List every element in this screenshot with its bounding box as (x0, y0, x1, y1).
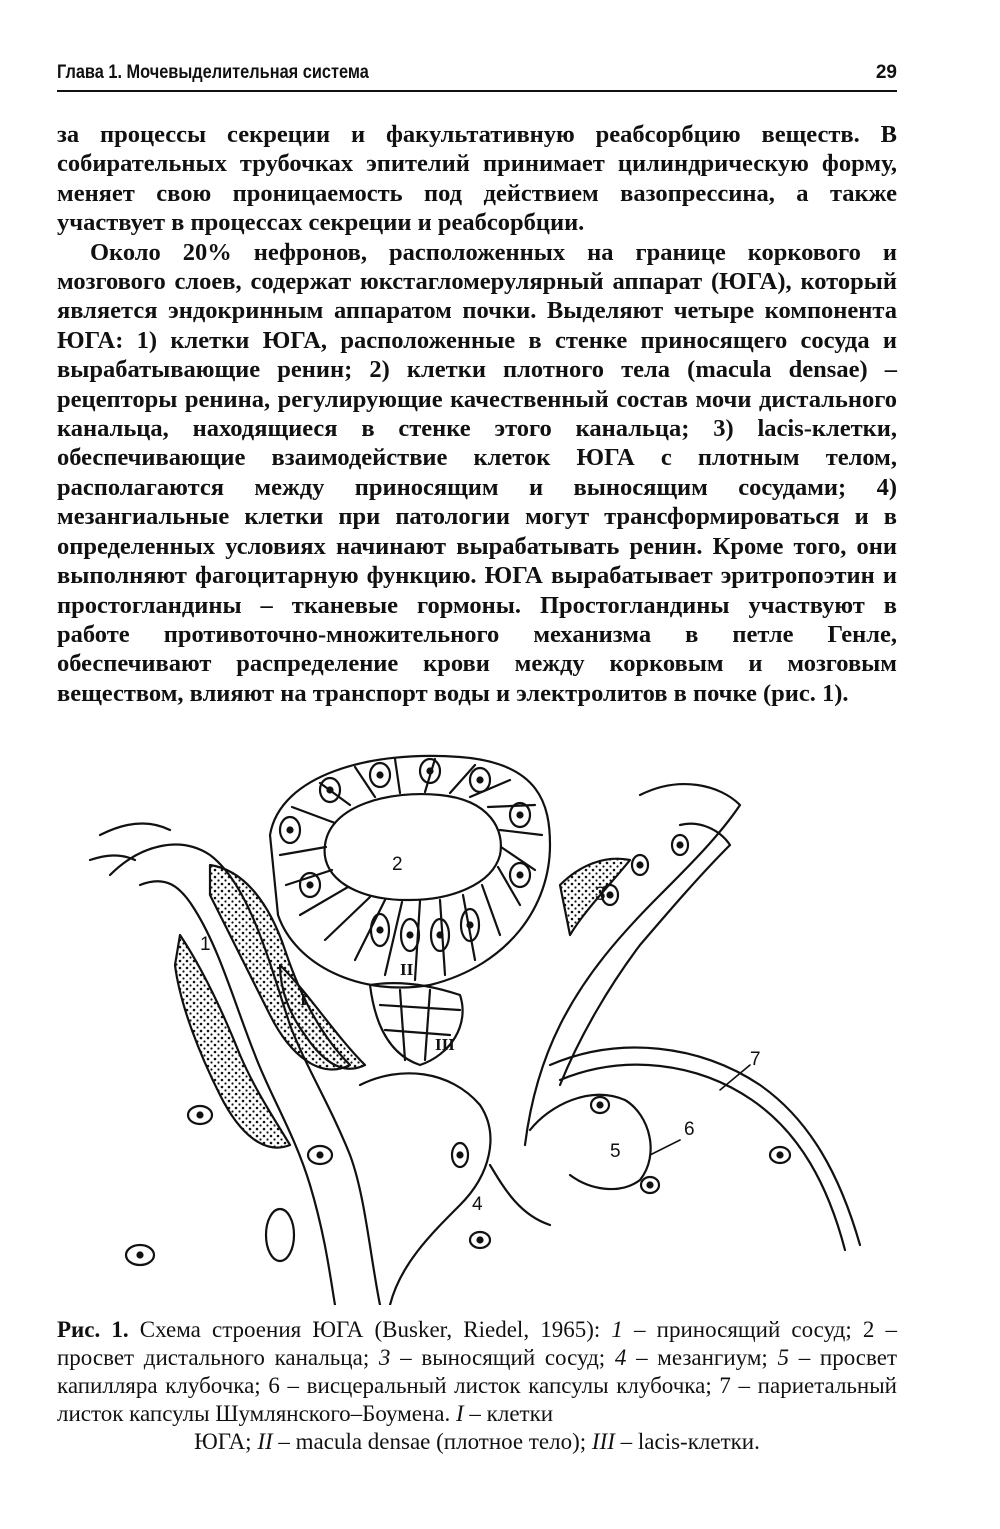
label-4: 4 (472, 1194, 483, 1215)
label-roman-I: I (300, 990, 307, 1009)
label-1: 1 (200, 934, 211, 955)
chapter-title: Глава 1. Мочевыделительная система (57, 62, 369, 83)
efferent-vessel (525, 784, 740, 1145)
glomerular-capillary (530, 1095, 651, 1189)
label-2: 2 (392, 854, 403, 875)
cell-nuclei (126, 759, 790, 1265)
distal-tubule-wall (270, 756, 550, 988)
body-text (57, 120, 897, 708)
running-header (57, 58, 897, 92)
label-5: 5 (610, 1141, 621, 1162)
figure-caption: Рис. 1. Схема строения ЮГА (Busker, Riedel, 1965): 1 – приносящий сосуд; 2 – просвет дистального канальца; 3 – выносящий сосуд; 4 – мезангиум; 5 – просвет капилляра клубочка; 6 – висцеральный листок капсулы клубочка; 7 – париетальный листок капсулы Шумлянского–Боумена. I – клетки ЮГА; II – macula densae (плотное тело); III – lacis-клетки. (57, 1317, 897, 1454)
figure-drawing (80, 735, 880, 1305)
label-7: 7 (750, 1049, 761, 1070)
caption-last-line: ЮГА; II – macula densae (плотное тело); III – lacis-клетки. (194, 1429, 760, 1454)
paragraph-2: Около 20% нефронов, расположенных на границе коркового и мозгового слоев, содержат юкстагломерулярный аппарат (ЮГА), который является эндокринным аппаратом почки. Выделяют четыре компонента ЮГА: 1) клетки ЮГА, расположенные в стенке приносящего сосуда и вырабатывающие ренин; 2) клетки плотного тела (macula densae) – рецепторы ренина, регулирующие качественный состав мочи дистального канальца, находящиеся в стенке этого канальца; 3) lacis-клетки, обеспечивающие взаимодействие клеток ЮГА с плотным телом, располагаются между приносящим и выносящим сосудами; 4) мезангиальные клетки при патологии могут трансформироваться и в определенных условиях начинают вырабатывать ренин. Кроме того, они выполняют фагоцитарную функцию. ЮГА вырабатывает эритропоэтин и простогландины – тканевые гормоны. Простогландины участвуют в работе противоточно-множительного механизма в петле Генле, обеспечивают распределение крови между корковым и мозговым веществом, влияют на транспорт воды и электролитов в почке (рис. 1). (57, 238, 897, 707)
label-roman-III: III (435, 1035, 455, 1054)
juxtaglomerular-apparatus-figure (80, 735, 880, 1305)
paragraph-1: за процессы секреции и факультативную реабсорбцию веществ. В собирательных трубочках эпителий принимает цилиндрическую форму, меняет свою проницаемость под действием вазопрессина, а также участвует в процессах секреции и реабсорбции. (57, 121, 897, 237)
label-3: 3 (595, 884, 606, 905)
page-number: 29 (875, 62, 897, 83)
distal-tubule-lumen (325, 794, 501, 900)
label-6: 6 (684, 1119, 695, 1140)
caption-figure-ref: Рис. 1. (57, 1317, 129, 1342)
label-roman-II: II (400, 960, 414, 979)
